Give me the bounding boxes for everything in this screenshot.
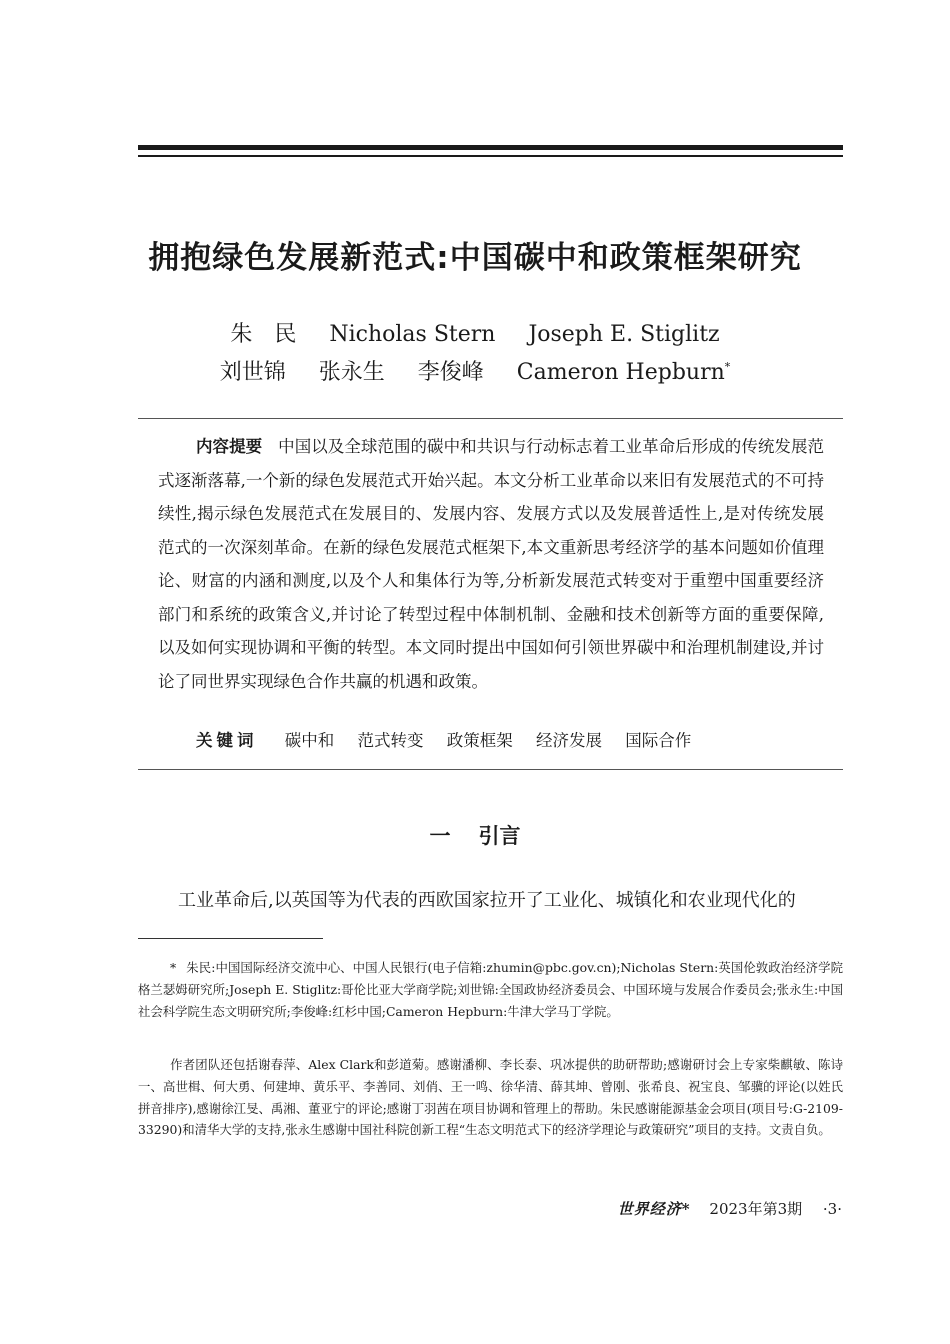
journal-name <box>618 1200 691 1218</box>
author-name: 张永生 <box>318 360 385 385</box>
keywords <box>196 727 709 751</box>
section-number: 一 <box>429 824 451 848</box>
author-line-2 <box>0 355 950 386</box>
abstract-top-rule <box>138 418 843 419</box>
footnote-1 <box>138 957 843 1022</box>
page-footer <box>618 1198 842 1219</box>
author-name <box>517 360 730 385</box>
journal-mark: * <box>681 1200 691 1218</box>
author-name: 朱 民 <box>230 322 297 347</box>
footnote-2 <box>138 1054 843 1141</box>
author-name: 刘世锦 <box>219 360 286 385</box>
keyword: 政策框架 <box>446 731 513 750</box>
abstract-text: 中国以及全球范围的碳中和共识与行动标志着工业革命后形成的传统发展范式逐渐落幕,一个新的绿色发展范式开始兴起。本文分析工业革命以来旧有发展范式的不可持续性,揭示绿色发展范式在发展目的、发展内容、发展方式以及发展普适性上,是对传统发展范式的一次深刻革命。在新的绿色发展范式框架下,本文重新思考经济学的基本问题如价值理论、财富的内涵和测度,以及个人和集体行为等,分析新发展范式转变对于重塑中国重要经济部门和系统的政策含义,并讨论了转型过程中体制机制、金融和技术创新等方面的重要保障,以及如何实现协调和平衡的转型。本文同时提出中国如何引领世界碳中和治理机制建设,并讨论了同世界实现绿色合作共赢的机遇和政策。 <box>158 437 825 691</box>
author-name: 李俊峰 <box>417 360 484 385</box>
keyword: 国际合作 <box>625 731 692 750</box>
keyword: 经济发展 <box>536 731 602 750</box>
footnote-2-text: 作者团队还包括谢春萍、Alex Clark和彭道菊。感谢潘柳、李长泰、巩冰提供的助研帮助;感谢研讨会上专家柴麒敏、陈诗一、高世楫、何大勇、何建坤、黄乐平、李善同、刘俏、王一鸣、徐华清、薛其坤、曾刚、张希良、祝宝良、邹骥的评论(以姓氏拼音排序),感谢徐江旻、禹湘、董亚宁的评论;感谢丁羽茜在项目协调和管理上的帮助。朱民感谢能源基金会项目(项目号:G-2109-33290)和清华大学的支持,张永生感谢中国社科院创新工程“生态文明范式下的经济学理论与政策研究”项目的支持。文责自负。 <box>138 1057 843 1138</box>
keyword: 碳中和 <box>284 731 335 750</box>
section-title: 引言 <box>478 824 521 848</box>
footnote-rule <box>138 938 323 939</box>
author-footnote-mark: * <box>724 360 731 374</box>
author-name: Joseph E. Stiglitz <box>528 322 720 347</box>
keywords-label: 关键词 <box>196 731 258 750</box>
issue-label: 2023年第3期 <box>709 1200 803 1218</box>
footnote-marker: * <box>170 960 177 975</box>
author-line-1 <box>0 317 950 348</box>
footnote-1-text: 朱民:中国国际经济交流中心、中国人民银行(电子信箱:zhumin@pbc.gov.cn);Nicholas Stern:英国伦敦政治经济学院格兰瑟姆研究所;Joseph E. Stiglitz:哥伦比亚大学商学院;刘世锦:全国政协经济委员会、中国环境与发展合作委员会;张永生:中国社会科学院生态文明研究所;李俊峰:红杉中国;Cameron Hepburn:牛津大学马丁学院。 <box>138 960 843 1019</box>
abstract-bottom-rule <box>138 769 843 770</box>
body-paragraph: 工业革命后,以英国等为代表的西欧国家拉开了工业化、城镇化和农业现代化的 <box>178 890 796 911</box>
author-name: Nicholas Stern <box>329 322 496 347</box>
article-title: 拥抱绿色发展新范式:中国碳中和政策框架研究 <box>148 240 802 276</box>
journal-name-text: 世界经济 <box>617 1200 682 1218</box>
top-rule-thick <box>138 145 843 150</box>
abstract <box>158 430 824 698</box>
section-heading <box>0 820 950 850</box>
page-number: ·3· <box>822 1200 842 1218</box>
abstract-label: 内容提要 <box>196 437 263 456</box>
author-name-text: Cameron Hepburn <box>516 360 725 385</box>
keyword: 范式转变 <box>357 731 424 750</box>
top-rule-thin <box>138 155 843 157</box>
